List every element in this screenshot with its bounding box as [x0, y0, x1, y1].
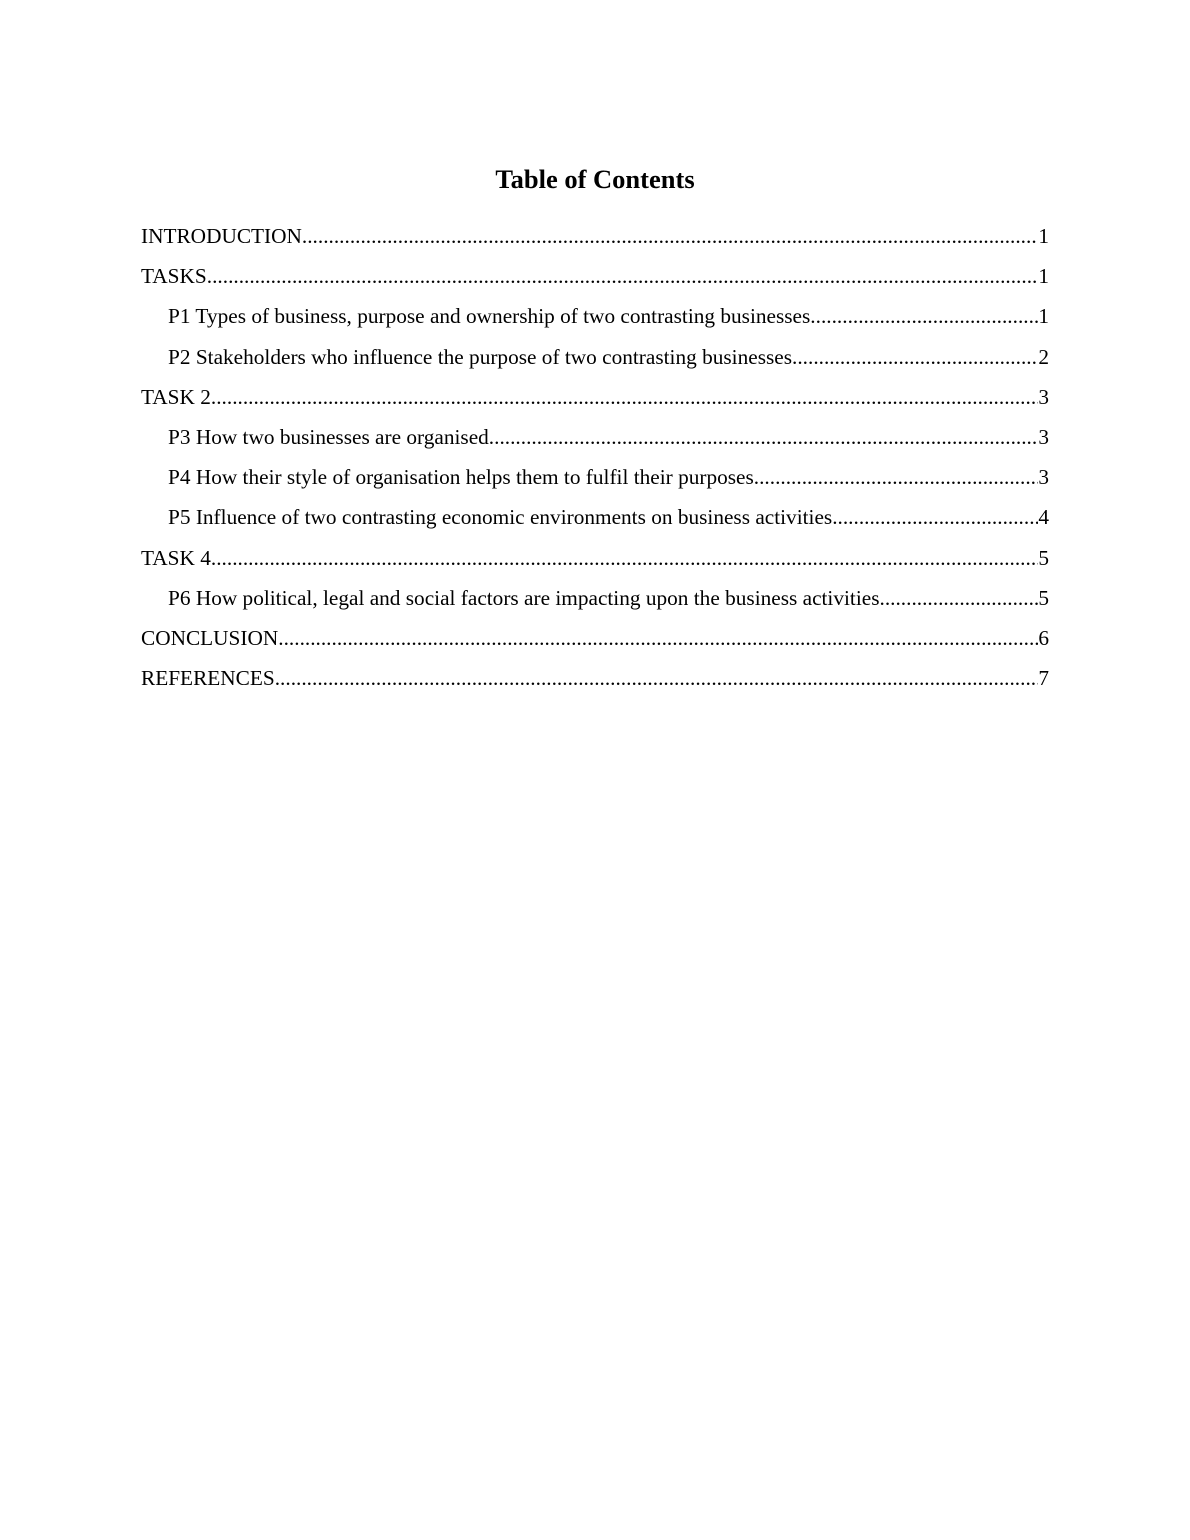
- toc-dot-leader: [489, 422, 1039, 452]
- toc-dot-leader: [207, 261, 1039, 291]
- toc-entry-task-4[interactable]: [141, 543, 1049, 583]
- toc-dot-leader: [302, 221, 1038, 251]
- toc-entry-p3[interactable]: [141, 422, 1049, 462]
- toc-entry-text: P2 Stakeholders who influence the purpose of two contrasting businesses: [168, 344, 793, 369]
- toc-entry-p5[interactable]: [141, 502, 1049, 542]
- toc-list: [141, 221, 1049, 703]
- toc-entry-text: TASKS: [141, 264, 207, 289]
- toc-page-number: 1: [1038, 224, 1049, 248]
- toc-page-number: 3: [1038, 424, 1049, 449]
- toc-entry-p2[interactable]: [141, 342, 1049, 382]
- toc-entry-tasks[interactable]: [141, 261, 1049, 301]
- toc-entry-conclusion[interactable]: [141, 623, 1049, 663]
- toc-dot-leader: [810, 301, 1038, 331]
- toc-dot-leader: [211, 543, 1038, 573]
- toc-entry-text: CONCLUSION: [141, 625, 279, 650]
- toc-title: Table of Contents: [495, 164, 695, 194]
- toc-page-number: 1: [1038, 264, 1049, 289]
- toc-page-number: 5: [1038, 585, 1049, 610]
- toc-entry-text: P4 How their style of organisation helps them to fulfil their purposes: [168, 465, 754, 490]
- toc-page-number: 3: [1038, 384, 1049, 409]
- toc-entry-p4[interactable]: [141, 462, 1049, 502]
- toc-entry-text: TASK 4: [141, 545, 211, 570]
- toc-page-number: 6: [1038, 625, 1049, 650]
- toc-entry-text: P6 How political, legal and social factors are impacting upon the business activities: [168, 585, 880, 610]
- toc-dot-leader: [278, 623, 1038, 653]
- toc-page-number: 7: [1038, 666, 1049, 691]
- toc-page-number: 3: [1038, 465, 1049, 490]
- toc-dot-leader: [275, 663, 1039, 693]
- toc-dot-leader: [832, 502, 1038, 532]
- toc-entry-text: TASK 2: [141, 384, 211, 409]
- toc-page-number: 2: [1038, 344, 1049, 369]
- toc-entry-introduction[interactable]: [141, 221, 1049, 261]
- toc-entry-text: INTRODUCTION: [141, 224, 302, 248]
- toc-page-number: 5: [1038, 545, 1049, 570]
- toc-entry-text: P5 Influence of two contrasting economic environments on business activities: [168, 505, 833, 530]
- toc-dot-leader: [211, 382, 1038, 412]
- toc-entry-text: P1 Types of business, purpose and ownership of two contrasting businesses: [168, 304, 811, 329]
- toc-page-number: 4: [1038, 505, 1049, 530]
- toc-page-number: 1: [1038, 304, 1049, 329]
- toc-dot-leader: [754, 462, 1039, 492]
- toc-entry-text: REFERENCES: [141, 666, 275, 691]
- toc-entry-task-2[interactable]: [141, 382, 1049, 422]
- toc-entry-text: P3 How two businesses are organised: [168, 424, 489, 449]
- toc-entry-p1[interactable]: [141, 301, 1049, 341]
- toc-dot-leader: [792, 342, 1038, 372]
- toc-dot-leader: [880, 583, 1039, 613]
- toc-entry-references[interactable]: [141, 663, 1049, 703]
- toc-entry-p6[interactable]: [141, 583, 1049, 623]
